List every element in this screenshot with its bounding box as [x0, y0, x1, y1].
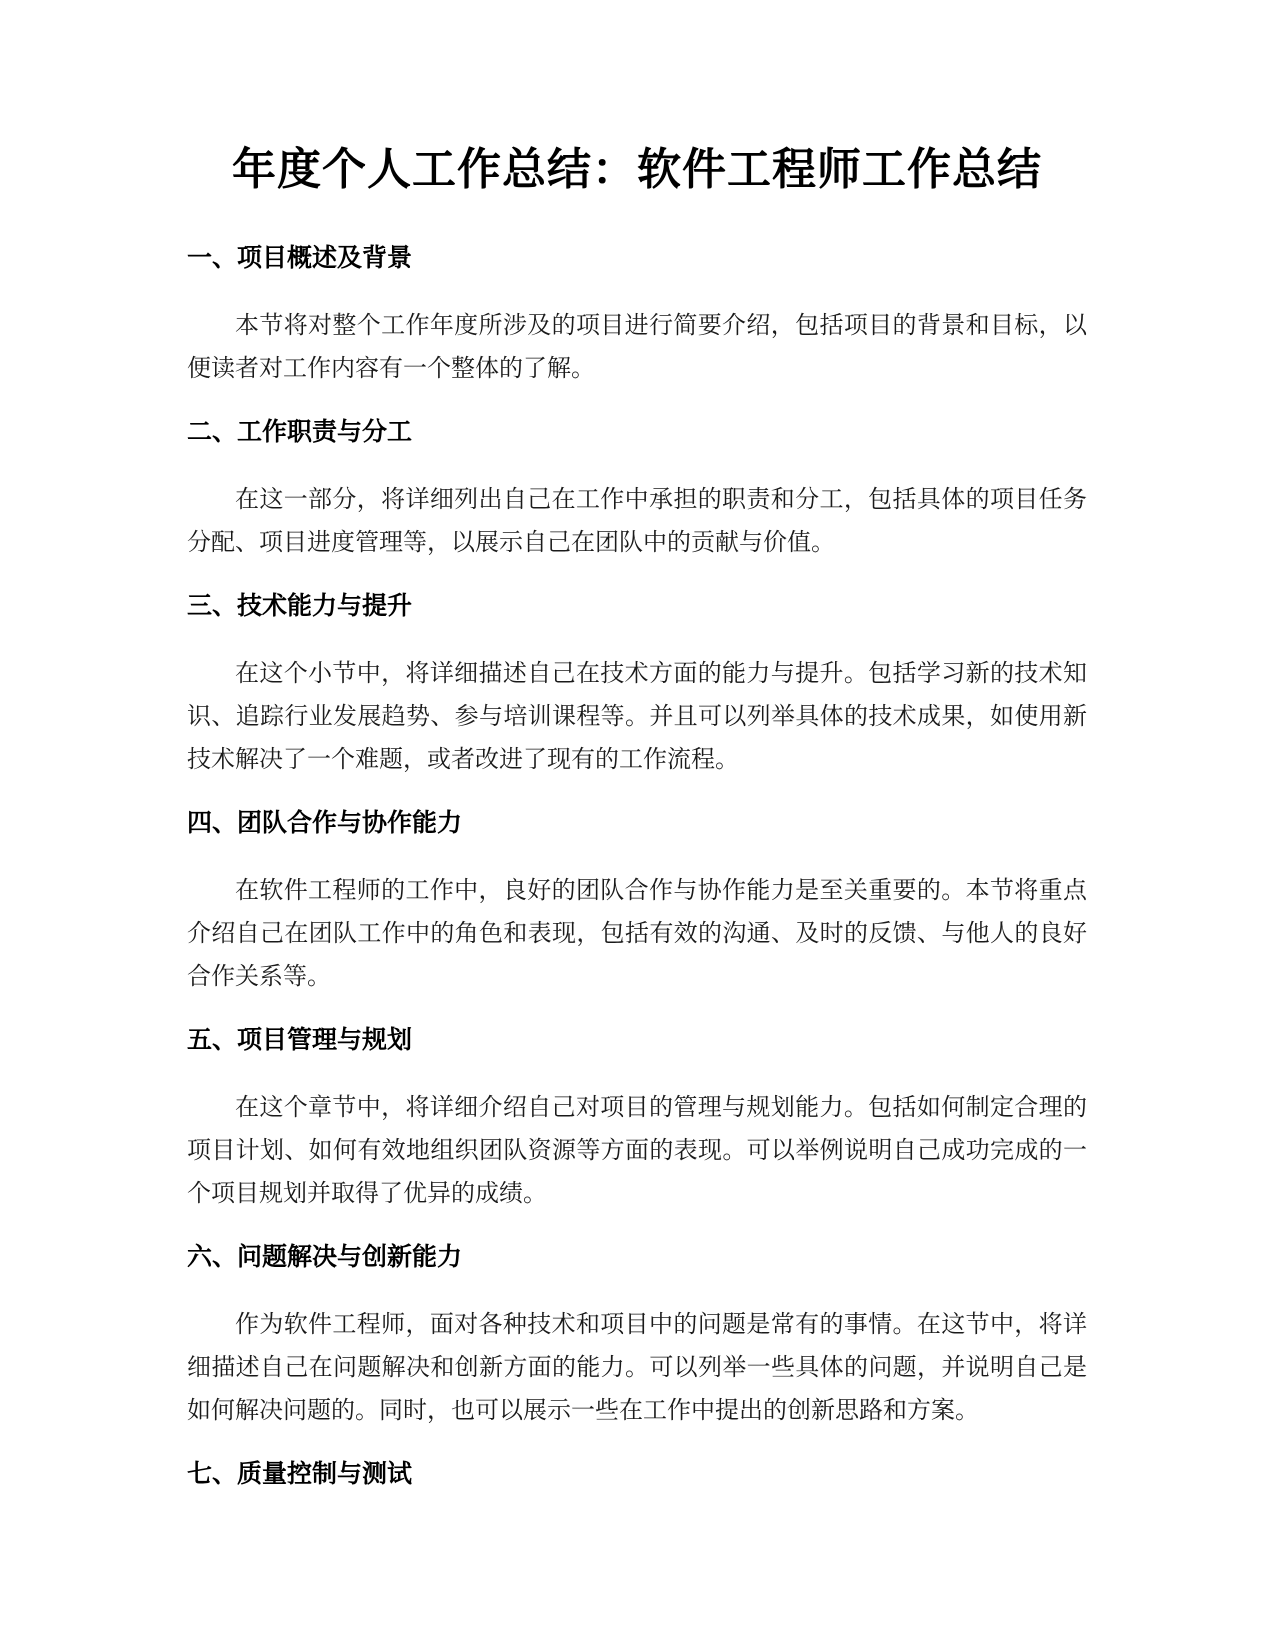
section-paragraph: 在软件工程师的工作中，良好的团队合作与协作能力是至关重要的。本节将重点介绍自己在团队工作中的角色和表现，包括有效的沟通、及时的反馈、与他人的良好合作关系等。	[187, 876, 1087, 990]
section-project-management	[187, 1022, 1087, 1215]
document-page	[187, 140, 1087, 1492]
section-responsibilities	[187, 414, 1087, 564]
section-heading: 六、问题解决与创新能力	[187, 1242, 463, 1271]
section-heading: 一、项目概述及背景	[187, 243, 413, 272]
section-paragraph: 在这一部分，将详细列出自己在工作中承担的职责和分工，包括具体的项目任务分配、项目进度管理等，以展示自己在团队中的贡献与价值。	[187, 485, 1087, 556]
section-problem-solving	[187, 1239, 1087, 1432]
section-paragraph: 作为软件工程师，面对各种技术和项目中的问题是常有的事情。在这节中，将详细描述自己在问题解决和创新方面的能力。可以列举一些具体的问题，并说明自己是如何解决问题的。同时，也可以展示一些在工作中提出的创新思路和方案。	[187, 1310, 1087, 1424]
section-heading: 二、工作职责与分工	[187, 417, 413, 446]
section-teamwork	[187, 805, 1087, 998]
section-technical-skills	[187, 588, 1087, 781]
section-paragraph: 本节将对整个工作年度所涉及的项目进行简要介绍，包括项目的背景和目标，以便读者对工作内容有一个整体的了解。	[187, 311, 1087, 382]
section-paragraph: 在这个小节中，将详细描述自己在技术方面的能力与提升。包括学习新的技术知识、追踪行业发展趋势、参与培训课程等。并且可以列举具体的技术成果，如使用新技术解决了一个难题，或者改进了现有的工作流程。	[187, 659, 1087, 773]
section-quality-control	[187, 1456, 1087, 1492]
section-heading: 四、团队合作与协作能力	[187, 808, 463, 837]
section-heading: 三、技术能力与提升	[187, 591, 413, 620]
section-paragraph: 在这个章节中，将详细介绍自己对项目的管理与规划能力。包括如何制定合理的项目计划、如何有效地组织团队资源等方面的表现。可以举例说明自己成功完成的一个项目规划并取得了优异的成绩。	[187, 1093, 1087, 1207]
section-heading: 七、质量控制与测试	[187, 1459, 413, 1488]
document-title: 年度个人工作总结：软件工程师工作总结	[232, 144, 1042, 195]
section-project-overview	[187, 240, 1087, 390]
section-heading: 五、项目管理与规划	[187, 1025, 413, 1054]
